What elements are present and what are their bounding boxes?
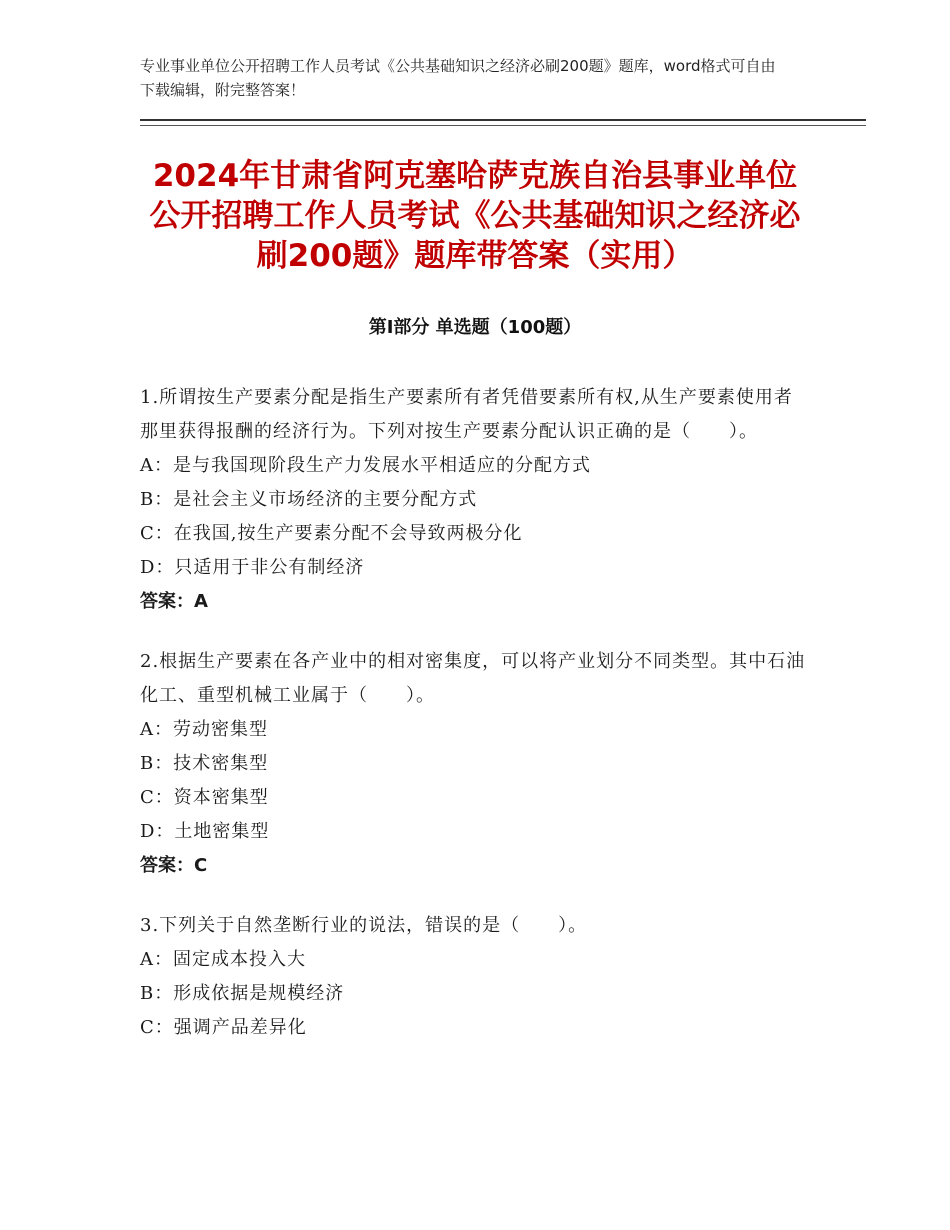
question-stem: 3.下列关于自然垄断行业的说法，错误的是（ ）。: [140, 915, 588, 936]
question-list: [140, 381, 810, 1071]
header-divider-thick: [140, 119, 866, 121]
option-c: C：强调产品差异化: [140, 1017, 307, 1038]
question-3: [140, 909, 810, 1045]
option-a: A：劳动密集型: [140, 719, 268, 740]
question-stem: 1.所谓按生产要素分配是指生产要素所有者凭借要素所有权,从生产要素使用者那里获得报酬的经济行为。下列对按生产要素分配认识正确的是（ ）。: [140, 387, 793, 442]
answer: 答案：C: [140, 855, 208, 876]
answer: 答案：A: [140, 591, 208, 612]
option-a: A：固定成本投入大: [140, 949, 306, 970]
option-d: D：只适用于非公有制经济: [140, 557, 365, 578]
option-a: A：是与我国现阶段生产力发展水平相适应的分配方式: [140, 455, 591, 476]
option-b: B：技术密集型: [140, 753, 269, 774]
option-b: B：形成依据是规模经济: [140, 983, 345, 1004]
section-title: 第Ⅰ部分 单选题（100题）: [368, 317, 582, 338]
option-c: C：在我国,按生产要素分配不会导致两极分化: [140, 523, 523, 544]
question-1: [140, 381, 810, 619]
option-c: C：资本密集型: [140, 787, 269, 808]
question-2: [140, 645, 810, 883]
document-title: 2024年甘肃省阿克塞哈萨克族自治县事业单位公开招聘工作人员考试《公共基础知识之经济必刷200题》题库带答案（实用）: [149, 158, 801, 274]
question-stem: 2.根据生产要素在各产业中的相对密集度，可以将产业划分不同类型。其中石油化工、重型机械工业属于（ ）。: [140, 651, 806, 706]
header-divider-thin: [140, 125, 866, 126]
header-note: 专业事业单位公开招聘工作人员考试《公共基础知识之经济必刷200题》题库，word格式可自由下载编辑，附完整答案！: [140, 57, 776, 99]
option-d: D：土地密集型: [140, 821, 270, 842]
option-b: B：是社会主义市场经济的主要分配方式: [140, 489, 478, 510]
